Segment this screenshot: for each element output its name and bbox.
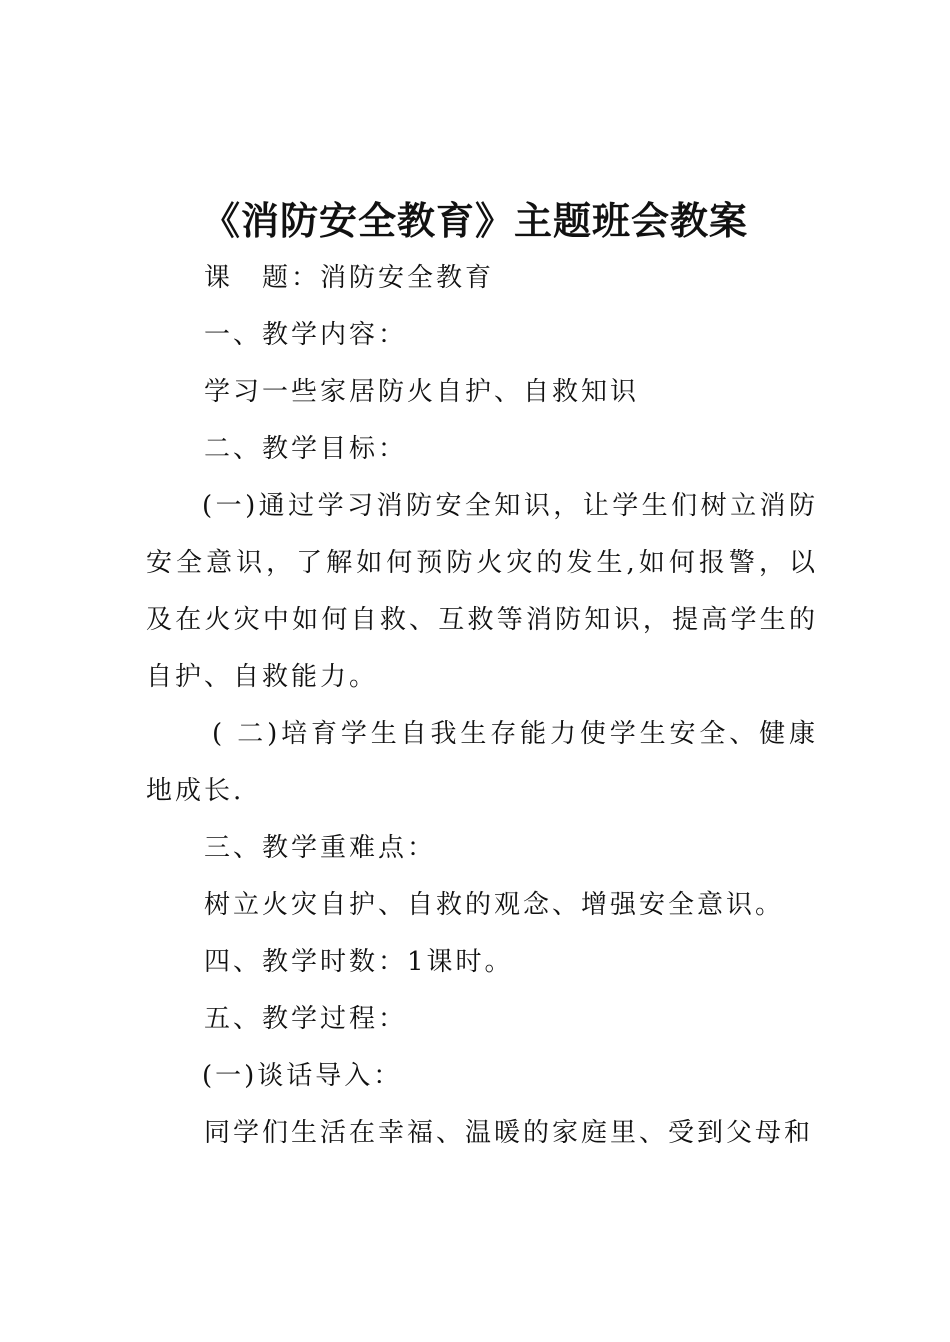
section-heading-teaching-content: 一、教学内容： <box>204 320 408 350</box>
section-heading-class-hours: 四、教学时数：1课时。 <box>204 947 514 977</box>
process-step-heading: (一)谈话导入： <box>202 1061 403 1091</box>
teaching-goal-paragraph: (一)通过学习消防安全知识，让学生们树立消防安全意识，了解如何预防火灾的发生,如何报警，以及在火灾中如何自救、互救等消防知识，提高学生的自护、自救能力。 <box>146 491 818 692</box>
teaching-content-text: 学习一些家居防火自护、自救知识 <box>204 377 640 407</box>
teaching-goal-paragraph: ( 二)培育学生自我生存能力使学生安全、健康地成长. <box>146 719 818 806</box>
document-body <box>146 250 818 1162</box>
document-title: 《消防安全教育》主题班会教案 <box>201 199 748 243</box>
key-points-text: 树立火灾自护、自救的观念、增强安全意识。 <box>204 890 785 920</box>
section-heading-teaching-process: 五、教学过程： <box>204 1004 408 1034</box>
topic-line: 课 题：消防安全教育 <box>204 263 495 293</box>
process-step-text: 同学们生活在幸福、温暖的家庭里、受到父母和 <box>204 1118 814 1148</box>
section-heading-teaching-goals: 二、教学目标： <box>204 434 408 464</box>
section-heading-key-points: 三、教学重难点： <box>204 833 437 863</box>
